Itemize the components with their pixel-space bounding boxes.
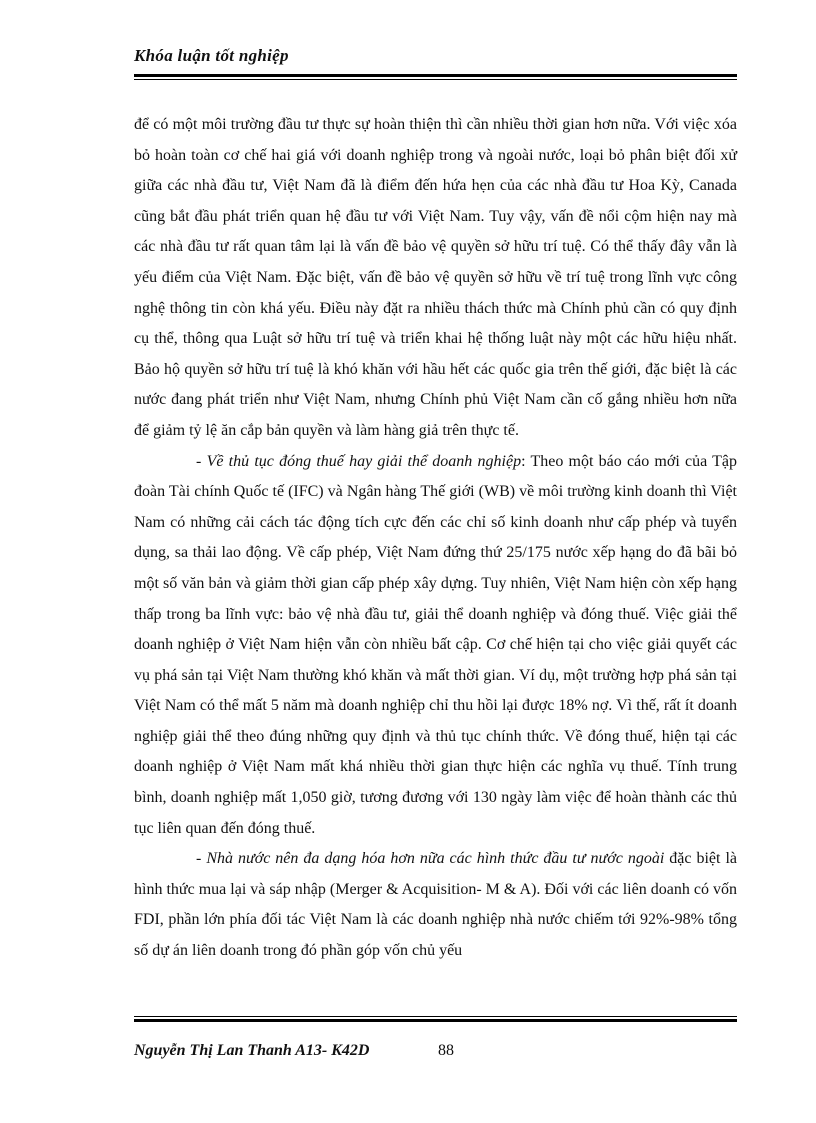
paragraph-3-lead: Nhà nước nên đa dạng hóa hơn nữa các hình thức đầu tư nước ngoài xyxy=(206,850,665,868)
paragraph-3-text: đặc biệt là hình thức mua lại và sáp nhập (Merger & Acquisition- M & A). Đối với các liên doanh có vốn FDI, phần lớn phía đối tác Việt Nam là các doanh nghiệp nhà nước chiếm tới 92%-98% tổng số dự án liên doanh trong đó phần góp vốn chủ yếu xyxy=(134,850,738,960)
footer-rule-thin xyxy=(134,1016,737,1017)
paragraph-3-prefix: - xyxy=(196,850,207,868)
paragraph-2-text: : Theo một báo cáo mới của Tập đoàn Tài chính Quốc tế (IFC) và Ngân hàng Thế giới (WB) về môi trường kinh doanh thì Việt Nam có những cải cách tác động tích cực đến các chỉ số kinh doanh như cấp phép và tuyển dụng, sa thải lao động. Về cấp phép, Việt Nam đứng thứ 25/175 nước xếp hạng do đã bãi bỏ một số văn bản và giảm thời gian cấp phép xây dựng. Tuy nhiên, Việt Nam hiện còn xếp hạng thấp trong ba lĩnh vực: bảo vệ nhà đầu tư, giải thể doanh nghiệp và đóng thuế. Việc giải thể doanh nghiệp ở Việt Nam hiện vẫn còn nhiều bất cập. Cơ chế hiện tại cho việc giải quyết các vụ phá sản tại Việt Nam thường khó khăn và mất thời gian. Ví dụ, một trường hợp phá sản tại Việt Nam có thể mất 5 năm mà doanh nghiệp chỉ thu hồi lại được 18% nợ. Vì thế, rất ít doanh nghiệp giải thể theo đúng những quy định và thủ tục chính thức. Về đóng thuế, hiện tại các doanh nghiệp ở Việt Nam mất khá nhiều thời gian thực hiện các nghĩa vụ thuế. Tính trung bình, doanh nghiệp mất 1,050 giờ, tương đương với 130 ngày làm việc để hoàn thành các thủ tục liên quan đến đóng thuế. xyxy=(134,452,738,837)
paragraph-2-prefix: - xyxy=(196,452,207,470)
paragraph-3 xyxy=(134,844,737,966)
page-number: 88 xyxy=(438,1042,454,1059)
paragraph-2-lead: Về thủ tục đóng thuế hay giải thể doanh nghiệp xyxy=(206,452,522,470)
footer-author: Nguyễn Thị Lan Thanh A13- K42D xyxy=(134,1042,370,1059)
body-text xyxy=(134,110,737,967)
paragraph-2 xyxy=(134,447,737,845)
footer-rule-thick xyxy=(134,1019,737,1022)
header-rule-thin xyxy=(134,79,737,80)
header-rule-thick xyxy=(134,74,737,77)
header-title: Khóa luận tốt nghiệp xyxy=(134,46,289,65)
paragraph-1: để có một môi trường đầu tư thực sự hoàn thiện thì cần nhiều thời gian hơn nữa. Với việc xóa bỏ hoàn toàn cơ chế hai giá với doanh nghiệp trong và ngoài nước, loại bỏ phân biệt đối xử giữa các nhà đầu tư, Việt Nam đã là điểm đến hứa hẹn của các nhà đầu tư Hoa Kỳ, Canada cũng bắt đầu phát triển quan hệ đầu tư với Việt Nam. Tuy vậy, vấn đề nổi cộm hiện nay mà các nhà đầu tư rất quan tâm lại là vấn đề bảo vệ quyền sở hữu trí tuệ. Có thể thấy đây vẫn là yếu điểm của Việt Nam. Đặc biệt, vấn đề bảo vệ quyền sở hữu về trí tuệ trong lĩnh vực công nghệ thông tin còn khá yếu. Điều này đặt ra nhiều thách thức mà Chính phủ cần có quy định cụ thể, thông qua Luật sở hữu trí tuệ và triển khai hệ thống luật này một các hữu hiệu nhất. Bảo hộ quyền sở hữu trí tuệ là khó khăn với hầu hết các quốc gia trên thế giới, đặc biệt là các nước đang phát triển như Việt Nam, nhưng Chính phủ Việt Nam cần cố gắng nhiều hơn nữa để giảm tỷ lệ ăn cắp bản quyền và làm hàng giả trên thực tế. xyxy=(134,116,737,439)
